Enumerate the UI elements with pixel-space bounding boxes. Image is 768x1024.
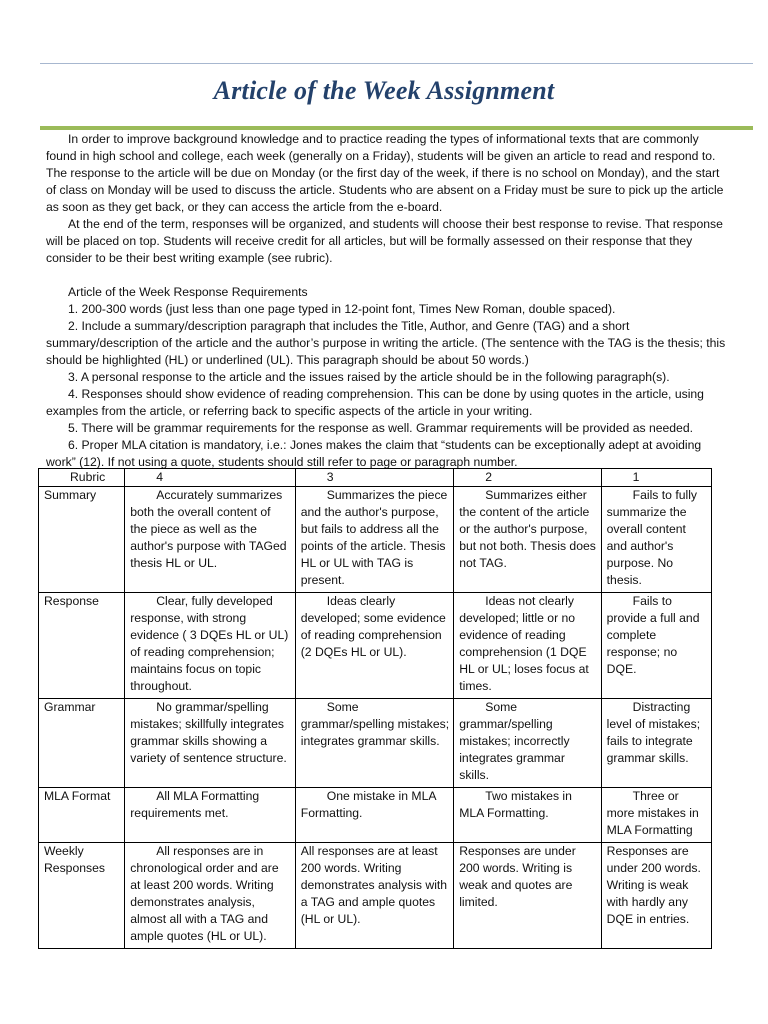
requirement-item: 5. There will be grammar requirements for the response as well. Grammar requirements will be provided as needed. [68,421,694,435]
rubric-row-mla-format [39,788,712,843]
page-title: Article of the Week Assignment [213,76,555,105]
rubric-row-label: MLA Format [39,788,125,843]
rubric-header-cell: Rubric [39,469,125,487]
rubric-cell: Responses are under 200 words. Writing is weak with hardly any DQE in entries. [601,843,711,949]
rubric-row-label: Grammar [39,699,125,788]
rubric-cell: Some grammar/spelling mistakes; integrates grammar skills. [295,699,453,788]
title-underline [40,126,753,130]
rubric-cell: All MLA Formatting requirements met. [125,788,296,843]
rubric-cell: Responses are under 200 words. Writing is weak and quotes are limited. [454,843,601,949]
paragraph-spacer [46,267,732,284]
rubric-cell: Two mistakes in MLA Formatting. [454,788,601,843]
requirement-item: 1. 200-300 words (just less than one page typed in 12-point font, Times New Roman, double spaced). [68,302,616,316]
intro-paragraph: In order to improve background knowledge and to practice reading the types of informational texts that are commonly found in high school and college, each week (generally on a Friday), students will be given an article to read and respond to. The response to the article will be due on Monday (or the first day of the week, if there is no school on Monday), and the start of class on Monday will be used to discuss the article. Students who are absent on a Friday must be sure to pick up the article as soon as they get back, or they can access the article from the e-board. [46,132,724,214]
rubric-header-cell: 3 [295,469,453,487]
rubric-row-weekly-responses [39,843,712,949]
requirements-heading: Article of the Week Response Requirements [68,285,308,299]
rubric-cell: Distracting level of mistakes; fails to integrate grammar skills. [601,699,711,788]
rubric-table [38,468,712,949]
rubric-cell: Clear, fully developed response, with strong evidence ( 3 DQEs HL or UL) of reading comprehension; maintains focus on topic throughout. [125,593,296,699]
rubric-header-cell: 1 [601,469,711,487]
rubric-header-cell: 4 [125,469,296,487]
requirement-item: 4. Responses should show evidence of reading comprehension. This can be done by using quotes in the article, using examples from the article, or referring back to specific aspects of the article in your writing. [46,387,704,418]
header-rule [40,63,753,64]
rubric-header-cell: 2 [454,469,601,487]
rubric-row-response [39,593,712,699]
intro-paragraph: At the end of the term, responses will be organized, and students will choose their best response to revise. That response will be placed on top. Students will receive credit for all articles, but will be formally assessed on their response that they consider to be their best writing example (see rubric). [46,217,723,265]
rubric-cell: Fails to provide a full and complete response; no DQE. [601,593,711,699]
rubric-cell: Ideas clearly developed; some evidence of reading comprehension (2 DQEs HL or UL). [295,593,453,699]
rubric-row-grammar [39,699,712,788]
rubric-cell: All responses are at least 200 words. Writing demonstrates analysis with a TAG and ample quotes (HL or UL). [295,843,453,949]
rubric-cell: Summarizes either the content of the article or the author's purpose, but not both. Thesis does not TAG. [454,487,601,593]
rubric-row-summary [39,487,712,593]
rubric-cell: Some grammar/spelling mistakes; incorrectly integrates grammar skills. [454,699,601,788]
rubric-cell: One mistake in MLA Formatting. [295,788,453,843]
rubric-cell: All responses are in chronological order and are at least 200 words. Writing demonstrates analysis, almost all with a TAG and ample quotes (HL or UL). [125,843,296,949]
rubric-header-row [39,469,712,487]
rubric-row-label: Weekly Responses [39,843,125,949]
rubric-row-label: Response [39,593,125,699]
requirement-item: 6. Proper MLA citation is mandatory, i.e.: Jones makes the claim that “students can be exceptionally adept at avoiding work” (12). If not using a quote, students should still refer to page or paragraph number. [46,438,702,469]
rubric-cell: Summarizes the piece and the author's purpose, but fails to address all the points of the article. Thesis HL or UL with TAG is present. [295,487,453,593]
rubric-cell: Three or more mistakes in MLA Formatting [601,788,711,843]
rubric-cell: Fails to fully summarize the overall content and author's purpose. No thesis. [601,487,711,593]
rubric-cell: Ideas not clearly developed; little or no evidence of reading comprehension (1 DQE HL or UL; loses focus at times. [454,593,601,699]
requirement-item: 3. A personal response to the article and the issues raised by the article should be in the following paragraph(s). [68,370,670,384]
document-body [46,131,732,471]
rubric-cell: Accurately summarizes both the overall content of the piece as well as the author's purpose with TAGed thesis HL or UL. [125,487,296,593]
requirement-item: 2. Include a summary/description paragraph that includes the Title, Author, and Genre (TAG) and a short summary/description of the article and the author’s purpose in writing the article. (The sentence with the TAG is the thesis; this should be highlighted (HL) or underlined (UL). This paragraph should be about 50 words.) [46,319,726,367]
rubric-row-label: Summary [39,487,125,593]
rubric-cell: No grammar/spelling mistakes; skillfully integrates grammar skills showing a variety of sentence structure. [125,699,296,788]
